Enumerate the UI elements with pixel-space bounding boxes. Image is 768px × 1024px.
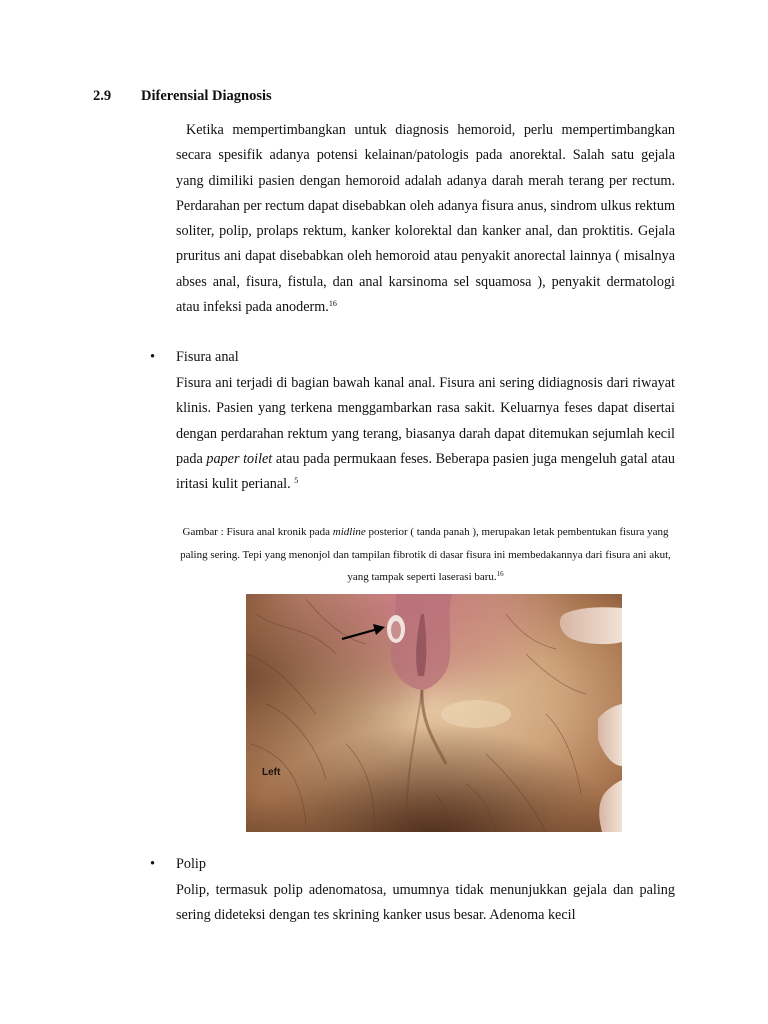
- polip-heading: Polip: [176, 856, 206, 872]
- section-title: Diferensial Diagnosis: [141, 88, 272, 104]
- fisura-text-1: Fisura ani terjadi di bagian bawah kanal anal. Fisura ani sering didiagnosis dari riwayat klinis. Pasien yang terkena menggambarkan rasa sakit. Keluarnya feses dapat disertai dengan perdarahan rektum yang terang, biasanya darah dapat ditemukan sejumlah kecil pada: [176, 375, 675, 467]
- clinical-photo-graphic: [246, 594, 622, 832]
- caption-text-italic: midline: [332, 526, 366, 538]
- section-number: 2.9: [93, 88, 112, 104]
- image-label: Left: [262, 767, 281, 778]
- intro-paragraph: [176, 118, 675, 320]
- intro-text: Ketika mempertimbangkan untuk diagnosis hemoroid, perlu mempertimbangkan secara spesifik adanya potensi kelainan/patologis pada anorektal. Salah satu gejala yang dimiliki pasien dengan hemoroid adalah adanya darah merah terang per rectum. Perdarahan per rectum dapat disebabkan oleh adanya fisura anus, sindrom ulkus rektum soliter, polip, prolaps rektum, kanker kolorektal dan kanker anal, dan proktitis. Gejala pruritus ani dapat disebabkan oleh hemoroid atau penyakit anorectal lainnya ( misalnya abses anal, fisura, fistula, dan anal karsinoma sel squamosa ), penyakit dermatologi atau infeksi pada anoderm.: [176, 122, 675, 316]
- fisura-reference: 5: [294, 476, 299, 486]
- bullet-fisura: •: [150, 349, 156, 365]
- fisura-paragraph: [176, 371, 675, 497]
- figure-caption: [173, 521, 678, 589]
- section-heading: [93, 88, 272, 105]
- fisura-heading: Fisura anal: [176, 349, 239, 365]
- fisura-text-italic: paper toilet: [206, 450, 273, 467]
- caption-text-2: posterior ( tanda panah ), merupakan letak pembentukan fisura yang paling sering. Tepi yang menonjol dan tampilan fibrotik di dasar fisura ini membedakannya dari fisura ani akut, yang tampak seperti laserasi baru.: [180, 526, 671, 583]
- caption-text-1: Gambar : Fisura anal kronik pada: [182, 526, 333, 538]
- polip-text: Polip, termasuk polip adenomatosa, umumnya tidak menunjukkan gejala dan paling sering dideteksi dengan tes skrining kanker usus besar. Adenoma kecil: [176, 882, 675, 924]
- caption-reference: 16: [496, 570, 504, 578]
- clinical-photo: [246, 594, 622, 832]
- fisura-text-2: atau pada permukaan feses. Beberapa pasien juga mengeluh gatal atau iritasi kulit perianal.: [176, 450, 675, 493]
- polip-paragraph: [176, 878, 675, 929]
- intro-reference: 16: [328, 299, 337, 309]
- bullet-polip: •: [150, 856, 156, 872]
